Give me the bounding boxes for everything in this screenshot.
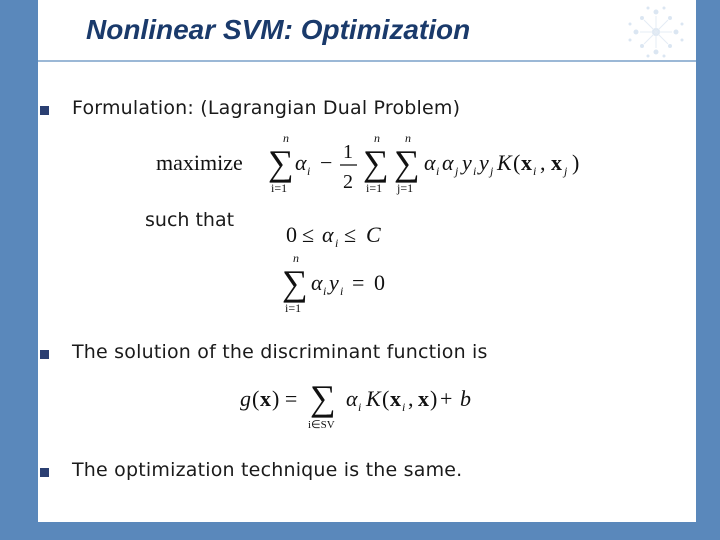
svg-text:(: ( (252, 386, 260, 411)
bullet-text: Formulation: (Lagrangian Dual Problem) (72, 97, 461, 119)
svg-text:i: i (436, 164, 440, 178)
svg-text:∑: ∑ (310, 378, 336, 418)
svg-text:C: C (366, 222, 381, 247)
fraction-denominator: 2 (343, 171, 353, 193)
svg-text:i: i (358, 400, 362, 414)
constraint-box-formula (282, 218, 412, 252)
sum2-upper-limit: n (374, 134, 380, 145)
svg-text:α: α (424, 150, 436, 175)
discriminant-formula (236, 374, 496, 434)
slide-title: Nonlinear SVM: Optimization (86, 14, 471, 45)
svg-text:K: K (366, 386, 381, 411)
svg-text:i: i (533, 164, 537, 178)
svg-text:): ) (572, 150, 580, 175)
svg-text:0: 0 (374, 270, 385, 295)
svg-text:x: x (521, 150, 532, 175)
svg-text:i: i (340, 284, 344, 298)
bullet-square-icon (40, 106, 49, 115)
sum2-lower-limit: i=1 (366, 181, 383, 195)
svg-text:≤: ≤ (302, 222, 315, 247)
svg-text:i: i (473, 164, 477, 178)
maximize-word: maximize (156, 150, 243, 175)
svg-text:,: , (540, 150, 546, 175)
svg-text:i: i (402, 400, 406, 414)
title-divider (38, 60, 696, 62)
svg-text:α: α (346, 386, 358, 411)
svg-text:(: ( (382, 386, 390, 411)
svg-text:(: ( (513, 150, 521, 175)
svg-text:−: − (320, 150, 333, 175)
svg-text:0: 0 (286, 222, 297, 247)
svg-text:≤: ≤ (344, 222, 357, 247)
left-accent-band (0, 0, 38, 540)
svg-text:x: x (260, 386, 271, 411)
svg-text:j: j (490, 164, 494, 178)
bottom-accent-band (0, 522, 720, 540)
right-accent-band (696, 0, 720, 540)
svg-text:) =: ) = (272, 386, 298, 411)
bullet-square-icon (40, 350, 49, 359)
sum3-upper-limit: n (405, 134, 411, 145)
svg-text:j: j (455, 164, 459, 178)
svg-text:g: g (240, 386, 251, 411)
sum-upper-limit: n (283, 134, 289, 145)
svg-text:i: i (335, 236, 339, 250)
svg-text:∑: ∑ (282, 263, 308, 303)
svg-text:K: K (497, 150, 512, 175)
svg-text:x: x (551, 150, 562, 175)
constraint-label: such that (145, 209, 235, 231)
svg-text:α: α (311, 270, 323, 295)
bullet-text: The solution of the discriminant function is (72, 341, 488, 363)
svg-text:x: x (418, 386, 429, 411)
svg-text:b: b (460, 386, 471, 411)
svg-text:i: i (323, 284, 327, 298)
svg-text:∑: ∑ (268, 143, 294, 183)
svg-text:i: i (307, 164, 311, 178)
svg-text:∑: ∑ (394, 143, 420, 183)
svg-text:α: α (322, 222, 334, 247)
svg-text:j: j (564, 164, 568, 178)
svg-text:i=1: i=1 (285, 301, 302, 315)
bullet-square-icon (40, 468, 49, 477)
svg-text:=: = (352, 270, 365, 295)
constraint-sum-formula (282, 254, 412, 318)
svg-text:+: + (440, 386, 453, 411)
svg-text:∑: ∑ (363, 143, 389, 183)
svg-text:n: n (293, 254, 299, 265)
svg-text:y: y (479, 150, 489, 175)
bullet-text: The optimization technique is the same. (72, 459, 463, 481)
svg-text:): ) (430, 386, 438, 411)
svg-text:α: α (295, 150, 307, 175)
svg-text:y: y (329, 270, 339, 295)
sum-lower-limit: i=1 (271, 181, 288, 195)
sum3-lower-limit: j=1 (397, 181, 414, 195)
starburst-logo-icon (624, 2, 688, 60)
svg-text:x: x (390, 386, 401, 411)
svg-text:y: y (462, 150, 472, 175)
objective-formula (150, 134, 610, 198)
svg-text:α: α (442, 150, 454, 175)
svg-text:i∈SV: i∈SV (308, 419, 335, 431)
svg-text:,: , (408, 386, 414, 411)
fraction-numerator: 1 (343, 141, 353, 163)
